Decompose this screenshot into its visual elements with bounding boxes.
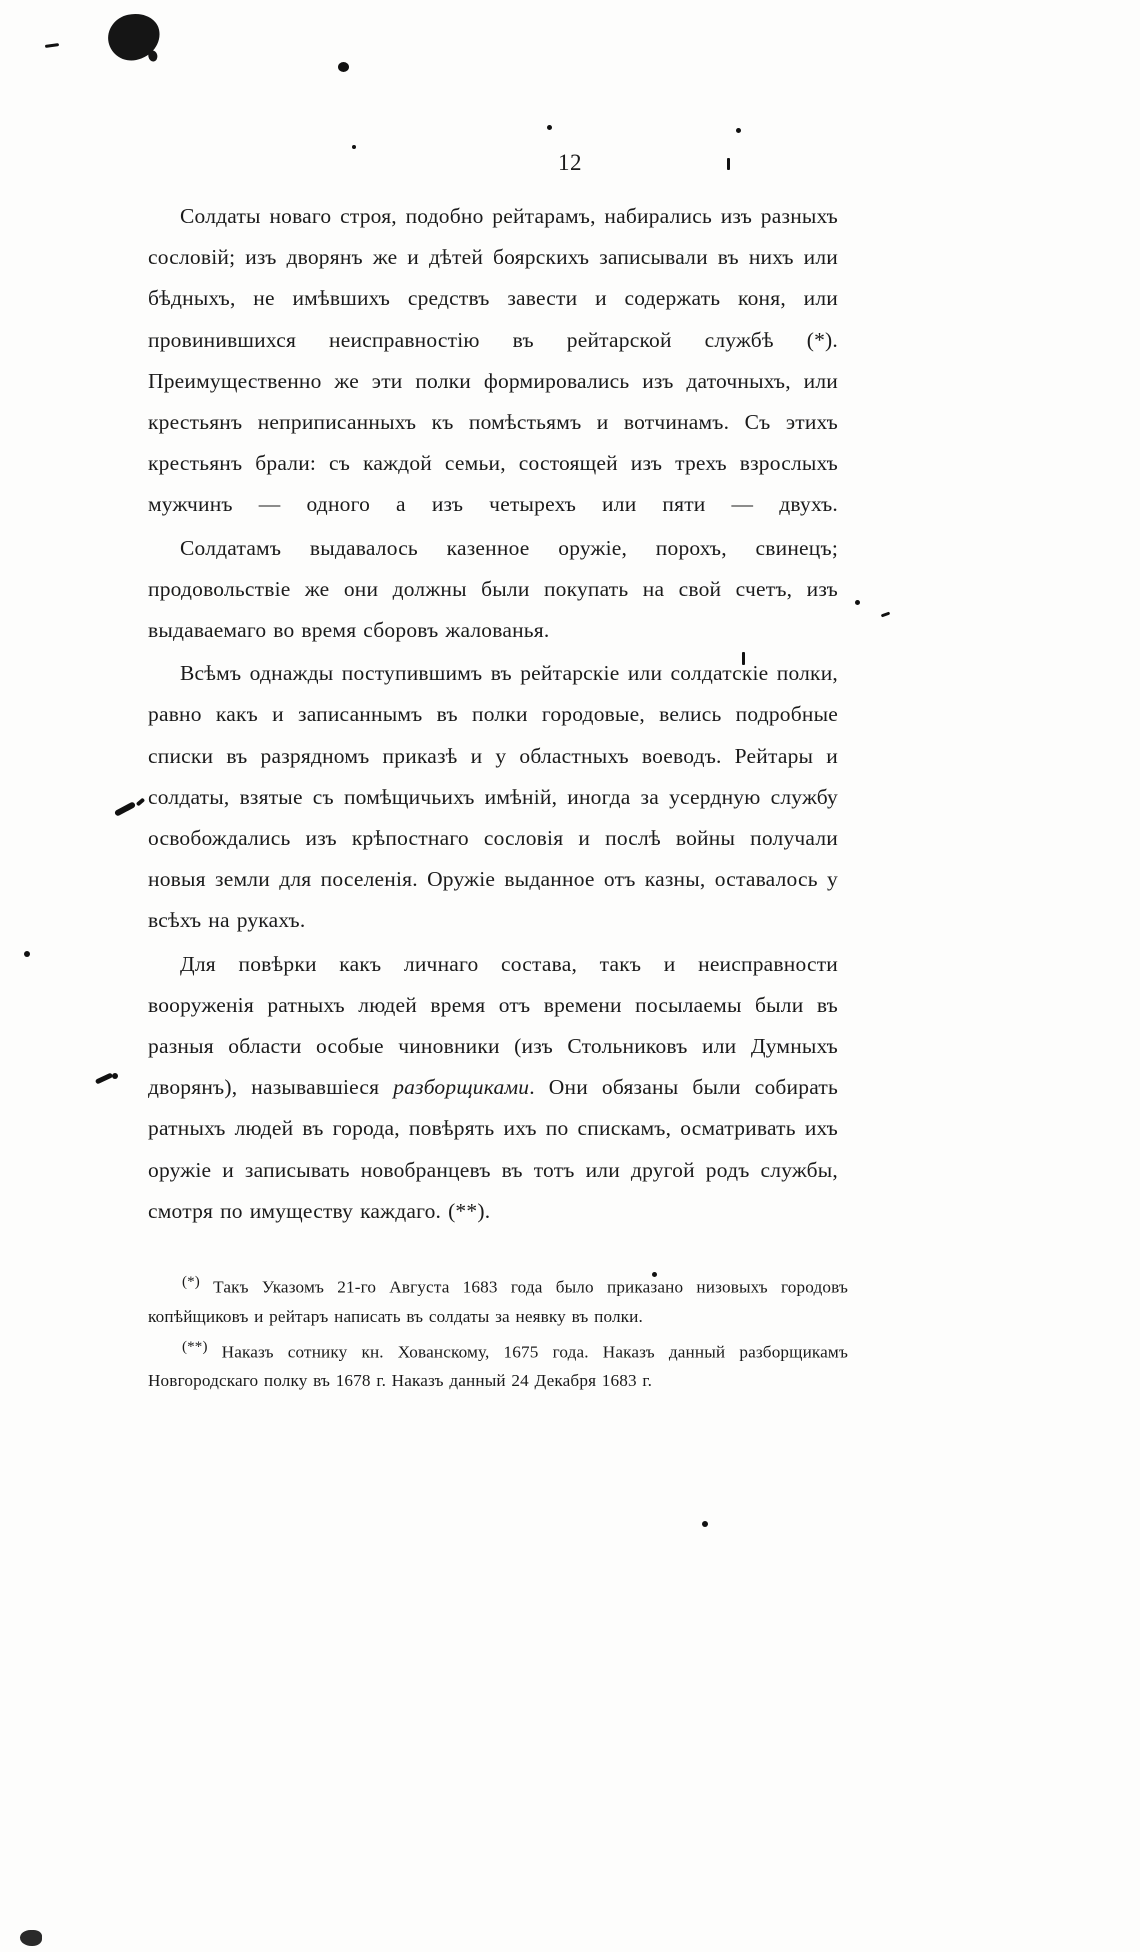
paragraph-with-italic <box>148 944 838 1232</box>
ink-speck-icon <box>338 62 349 72</box>
paragraph-text-before: Для повѣрки какъ личнаго состава, такъ и неисправности вооруженія ратныхъ людей время отъ времени посылаемы были въ разныя области особые чиновники (изъ Стольниковъ или Думныхъ дворянъ), называвшіеся <box>148 951 838 1100</box>
body-text <box>148 196 838 1234</box>
ink-speck-icon <box>702 1521 708 1527</box>
page-number: 12 <box>558 150 582 175</box>
paragraph: Солдатамъ выдавалось казенное оружіе, порохъ, свинецъ; продовольствіе же они должны были покупать на свой счетъ, изъ выдаваемаго во время сборовъ жалованья. <box>148 535 838 643</box>
paragraph: Всѣмъ однажды поступившимъ въ рейтарскіе или солдатскіе полки, равно какъ и записаннымъ въ полки городовые, велись подробные списки въ разрядномъ приказѣ и у областныхъ воеводъ. Рейтары и солдаты, взятые съ помѣщичьихъ имѣній, иногда за усердную службу освобождались изъ крѣпостнаго сословія и послѣ войны получали новыя земли для поселенія. Оружіе выданное отъ казны, оставалось у всѣхъ на рукахъ. <box>148 661 838 933</box>
ink-blot-icon <box>104 9 164 65</box>
ink-speck-icon <box>45 43 59 48</box>
ink-speck-icon <box>24 951 30 957</box>
ink-blot-icon <box>20 1930 42 1946</box>
ink-speck-icon <box>881 612 890 618</box>
italic-term: разборщиками <box>393 1075 530 1100</box>
ink-speck-icon <box>112 1073 118 1079</box>
ink-speck-icon <box>114 801 136 817</box>
ink-speck-icon <box>736 128 741 133</box>
ink-speck-icon <box>95 1072 113 1084</box>
paragraph: Солдаты новаго строя, подобно рейтарамъ, набирались изъ разныхъ сословій; изъ дворянъ же и дѣтей боярскихъ записывали въ нихъ или бѣдныхъ, не имѣвшихъ средствъ завести и содержать коня, или провинившихся неисправностію въ рейтарской службѣ (*). Преимущественно же эти полки формировались изъ даточныхъ, или крестьянъ неприписанныхъ къ помѣстьямъ и вотчинамъ. Съ этихъ крестьянъ брали: съ каждой семьи, состоящей изъ трехъ взрослыхъ мужчинъ — одного а изъ четырехъ или пяти — двухъ. <box>148 204 838 517</box>
footnote-text: Наказъ сотнику кн. Хованскому, 1675 года. Наказъ данный разборщикамъ Новгородскаго полку въ 1678 г. Наказъ данный 24 Декабря 1683 г. <box>148 1342 848 1391</box>
footnotes <box>148 1268 848 1397</box>
ink-speck-icon <box>136 798 145 807</box>
footnote-text: Такъ Указомъ 21-го Августа 1683 года было приказано низовыхъ городовъ копѣйщиковъ и рейтаръ написать въ солдаты за неявку въ полки. <box>148 1277 849 1326</box>
footnote-marker: (*) <box>182 1274 200 1290</box>
footnote-item <box>148 1268 848 1331</box>
ink-speck-icon <box>352 145 356 149</box>
ink-speck-icon <box>855 600 860 605</box>
ink-speck-icon <box>547 125 552 130</box>
paragraph-text-after: . Они обязаны были собирать ратныхъ людей въ города, повѣрять ихъ по спискамъ, осматривать ихъ оружіе и записывать новобранцевъ въ тотъ или другой родъ службы, смотря по имуществу каждаго. (**). <box>148 1075 838 1223</box>
footnote-marker: (**) <box>182 1338 208 1355</box>
footnote-item <box>148 1333 848 1396</box>
